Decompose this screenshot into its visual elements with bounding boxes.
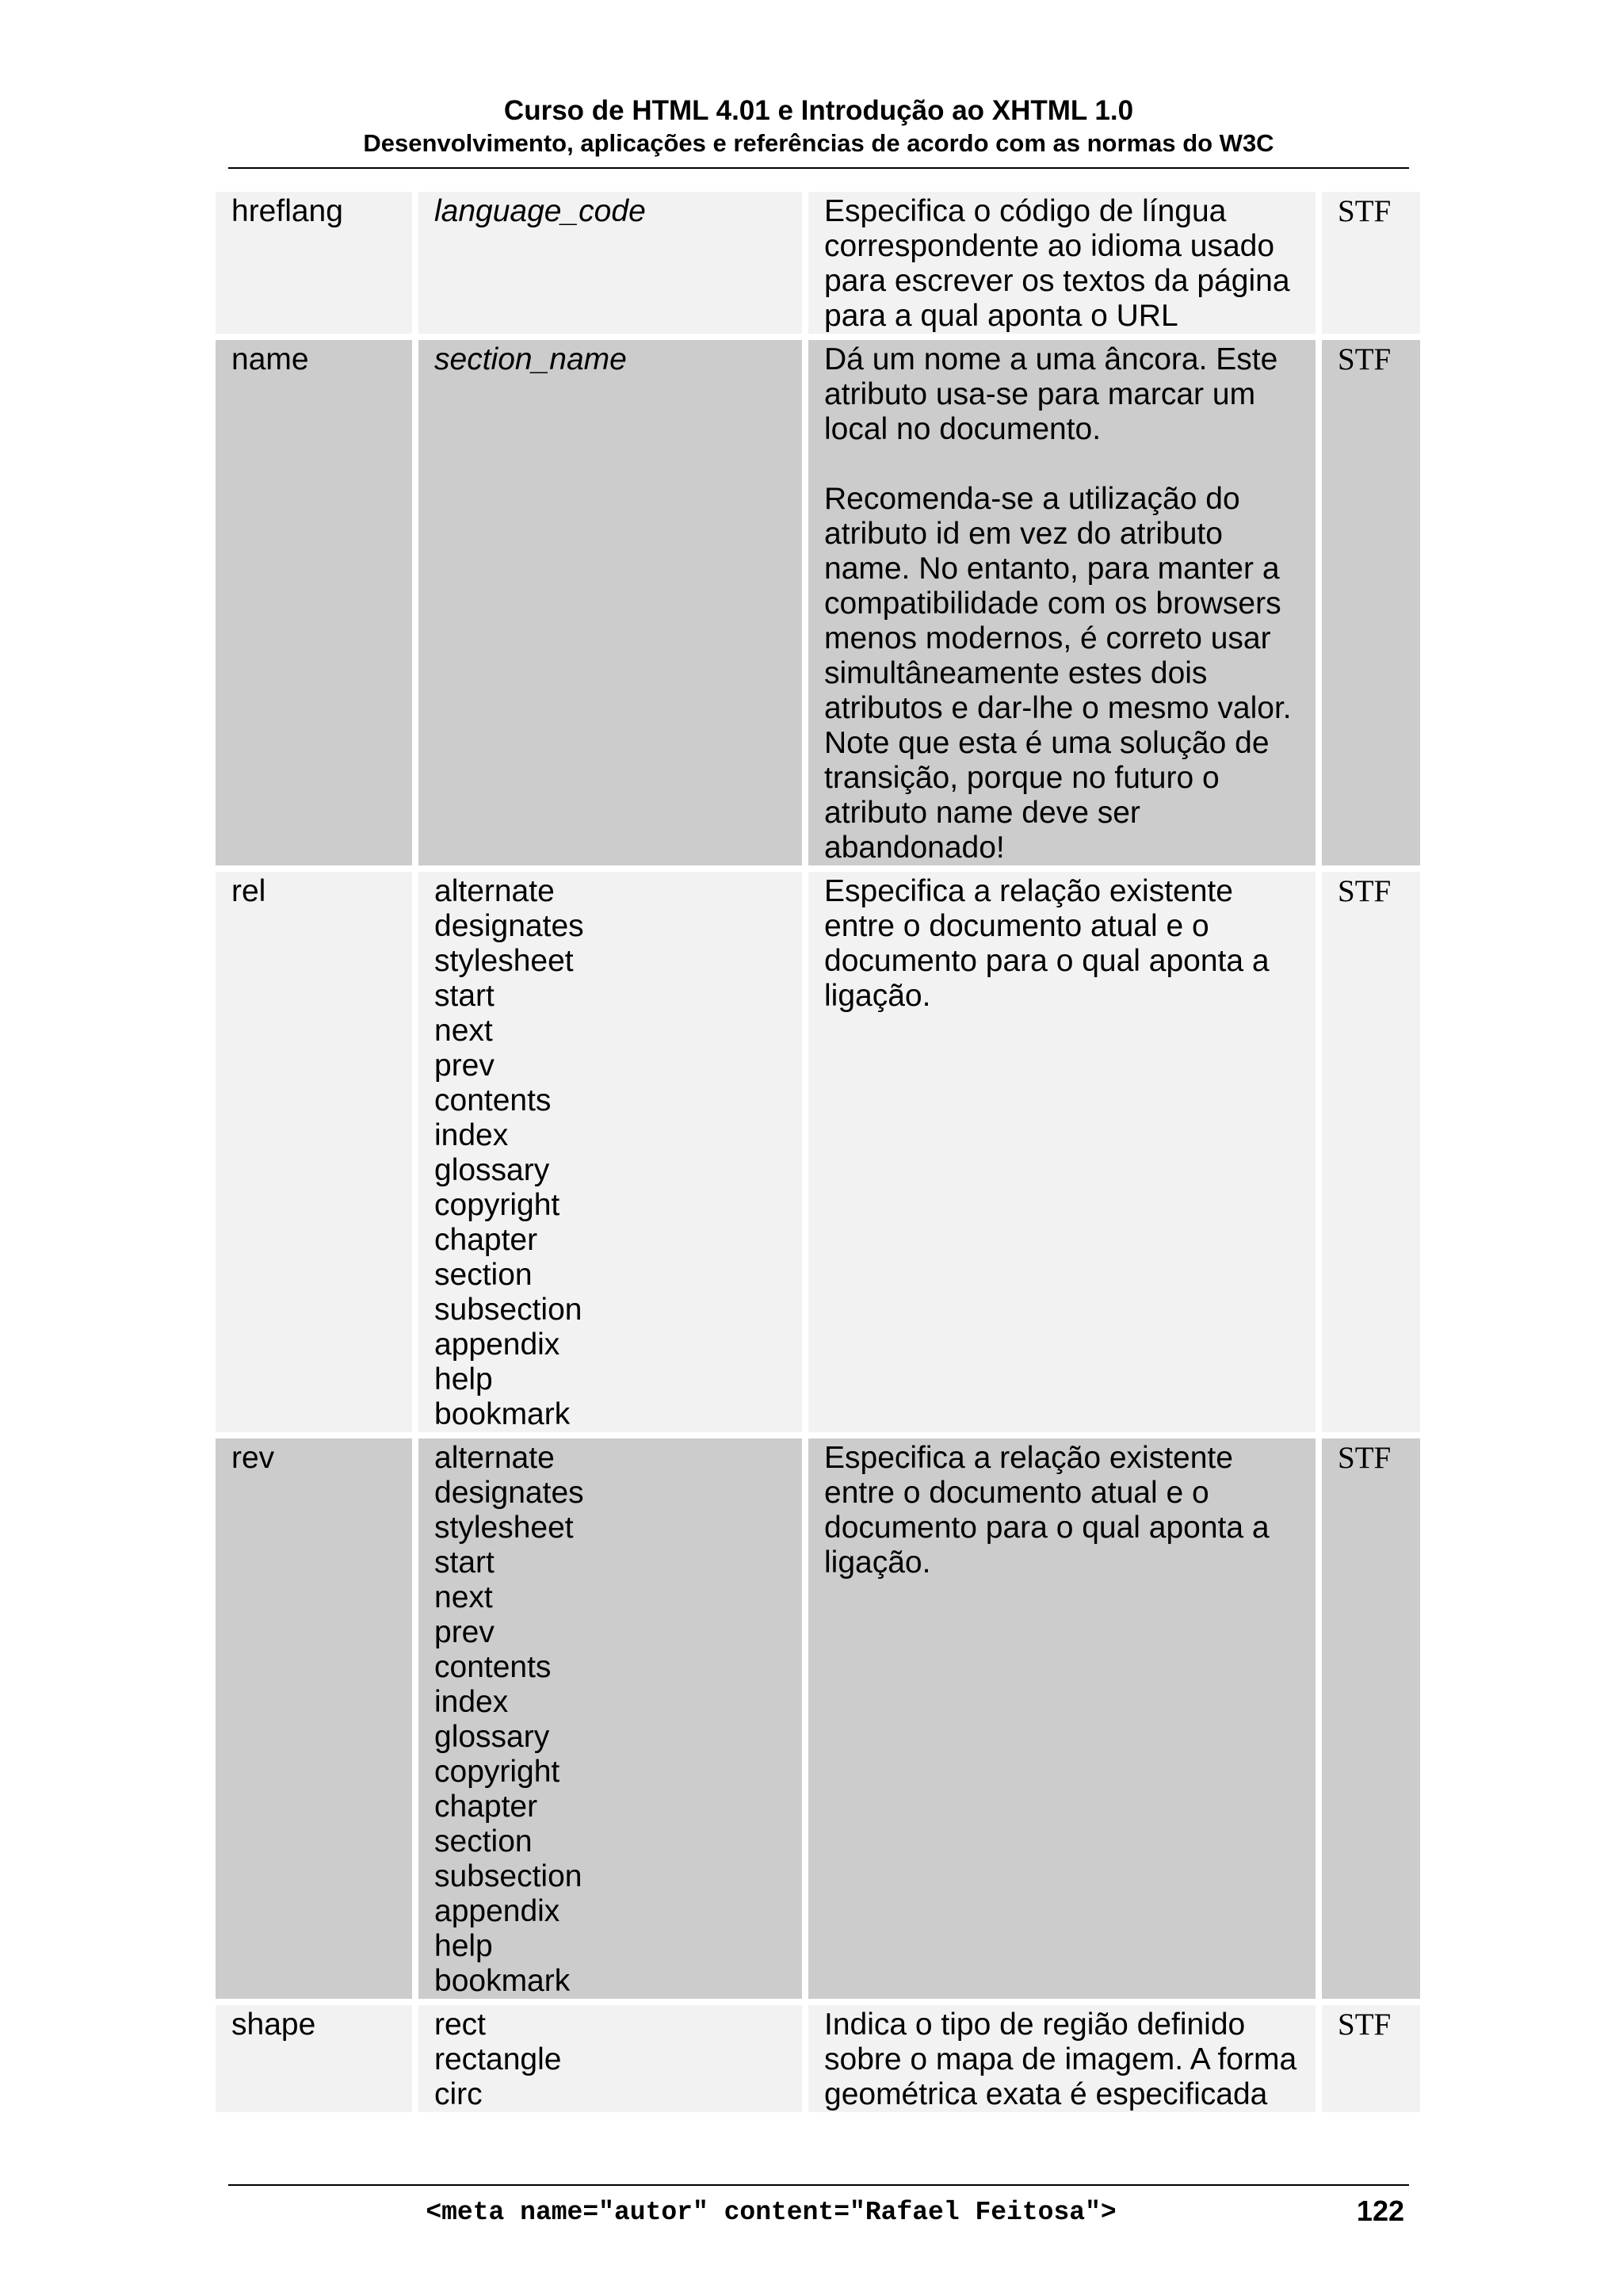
value-item: alternate (434, 1441, 555, 1475)
value-item: section (434, 1824, 533, 1859)
value-item: rectangle (434, 2042, 562, 2076)
value-item: section (434, 1258, 533, 1292)
value-item: appendix (434, 1894, 560, 1928)
value-item: prev (434, 1049, 495, 1083)
value-item: glossary (434, 1720, 550, 1754)
attribute-description (808, 192, 1316, 334)
value-item: circ (434, 2077, 483, 2111)
value-item: help (434, 1929, 493, 1963)
value-item: help (434, 1362, 493, 1396)
value-item: designates (434, 1476, 584, 1510)
attribute-name: shape (216, 2005, 412, 2112)
attribute-name: name (216, 340, 412, 865)
header-rule (228, 167, 1409, 169)
value-item: subsection (434, 1859, 582, 1893)
attribute-values (418, 1438, 802, 1999)
value-item: next (434, 1580, 493, 1614)
value-item: start (434, 979, 495, 1013)
description-paragraph: Especifica a relação existente entre o documento atual e o documento para o qual aponta a ligação. (824, 874, 1270, 1013)
value-item: designates (434, 909, 584, 943)
attribute-versions: STF (1322, 872, 1420, 1432)
attribute-value: section_name (418, 340, 802, 865)
value-item: stylesheet (434, 1511, 574, 1545)
table-row (216, 192, 1420, 334)
attribute-description (808, 872, 1316, 1432)
attribute-description (808, 340, 1316, 865)
value-item: copyright (434, 1188, 560, 1222)
table-row (216, 2005, 1420, 2112)
value-item: subsection (434, 1293, 582, 1327)
document-title: Curso de HTML 4.01 e Introdução ao XHTML 1.0 (503, 95, 1134, 126)
attribute-versions: STF (1322, 1438, 1420, 1999)
attribute-name: rev (216, 1438, 412, 1999)
description-paragraph: Indica o tipo de região definido sobre o mapa de imagem. A forma geométrica exata é especificada (824, 2008, 1297, 2111)
description-paragraph: Especifica a relação existente entre o documento atual e o documento para o qual aponta a ligação. (824, 1441, 1270, 1580)
attribute-name: rel (216, 872, 412, 1432)
attribute-description (808, 2005, 1316, 2112)
attribute-description (808, 1438, 1316, 1999)
value-item: bookmark (434, 1397, 571, 1431)
attribute-versions: STF (1322, 2005, 1420, 2112)
attribute-versions: STF (1322, 340, 1420, 865)
value-item: copyright (434, 1755, 560, 1789)
page-number: 122 (1356, 2195, 1404, 2227)
value-item: appendix (434, 1328, 560, 1362)
attributes-table (209, 185, 1426, 2118)
attribute-values (418, 2005, 802, 2112)
value-item: chapter (434, 1790, 538, 1824)
value-item: prev (434, 1615, 495, 1649)
attribute-name: hreflang (216, 192, 412, 334)
page-header (228, 94, 1409, 159)
value-item: next (434, 1014, 493, 1048)
value-item: contents (434, 1083, 552, 1117)
attribute-versions: STF (1322, 192, 1420, 334)
value-item: bookmark (434, 1964, 571, 1998)
description-paragraph: Dá um nome a uma âncora. Este atributo usa-se para marcar um local no documento. (824, 342, 1278, 446)
page-footer (228, 2195, 1409, 2230)
value-item: index (434, 1685, 509, 1719)
table-row (216, 872, 1420, 1432)
value-item: stylesheet (434, 944, 574, 978)
attribute-value: language_code (418, 192, 802, 334)
value-item: rect (434, 2008, 487, 2042)
description-paragraph: Especifica o código de língua correspondente ao idioma usado para escrever os textos da página para a qual aponta o URL (824, 194, 1290, 333)
value-item: glossary (434, 1153, 550, 1187)
value-item: index (434, 1118, 509, 1152)
document-subtitle: Desenvolvimento, aplicações e referências de acordo com as normas do W3C (363, 129, 1274, 157)
footer-meta-code: <meta name="autor" content="Rafael Feitosa"> (426, 2198, 1117, 2227)
value-item: start (434, 1545, 495, 1580)
table-row (216, 1438, 1420, 1999)
description-paragraph: Recomenda-se a utilização do atributo id em vez do atributo name. No entanto, para manter a compatibilidade com os browsers menos modernos, é correto usar simultâneamente estes dois atributos e dar-lhe o mesmo valor. Note que esta é uma solução de transição, porque no futuro o atributo name deve ser abandonado! (824, 482, 1292, 865)
value-item: contents (434, 1650, 552, 1684)
value-item: chapter (434, 1223, 538, 1257)
footer-rule (228, 2184, 1409, 2186)
value-item: alternate (434, 874, 555, 908)
attribute-values (418, 872, 802, 1432)
table-row (216, 340, 1420, 865)
